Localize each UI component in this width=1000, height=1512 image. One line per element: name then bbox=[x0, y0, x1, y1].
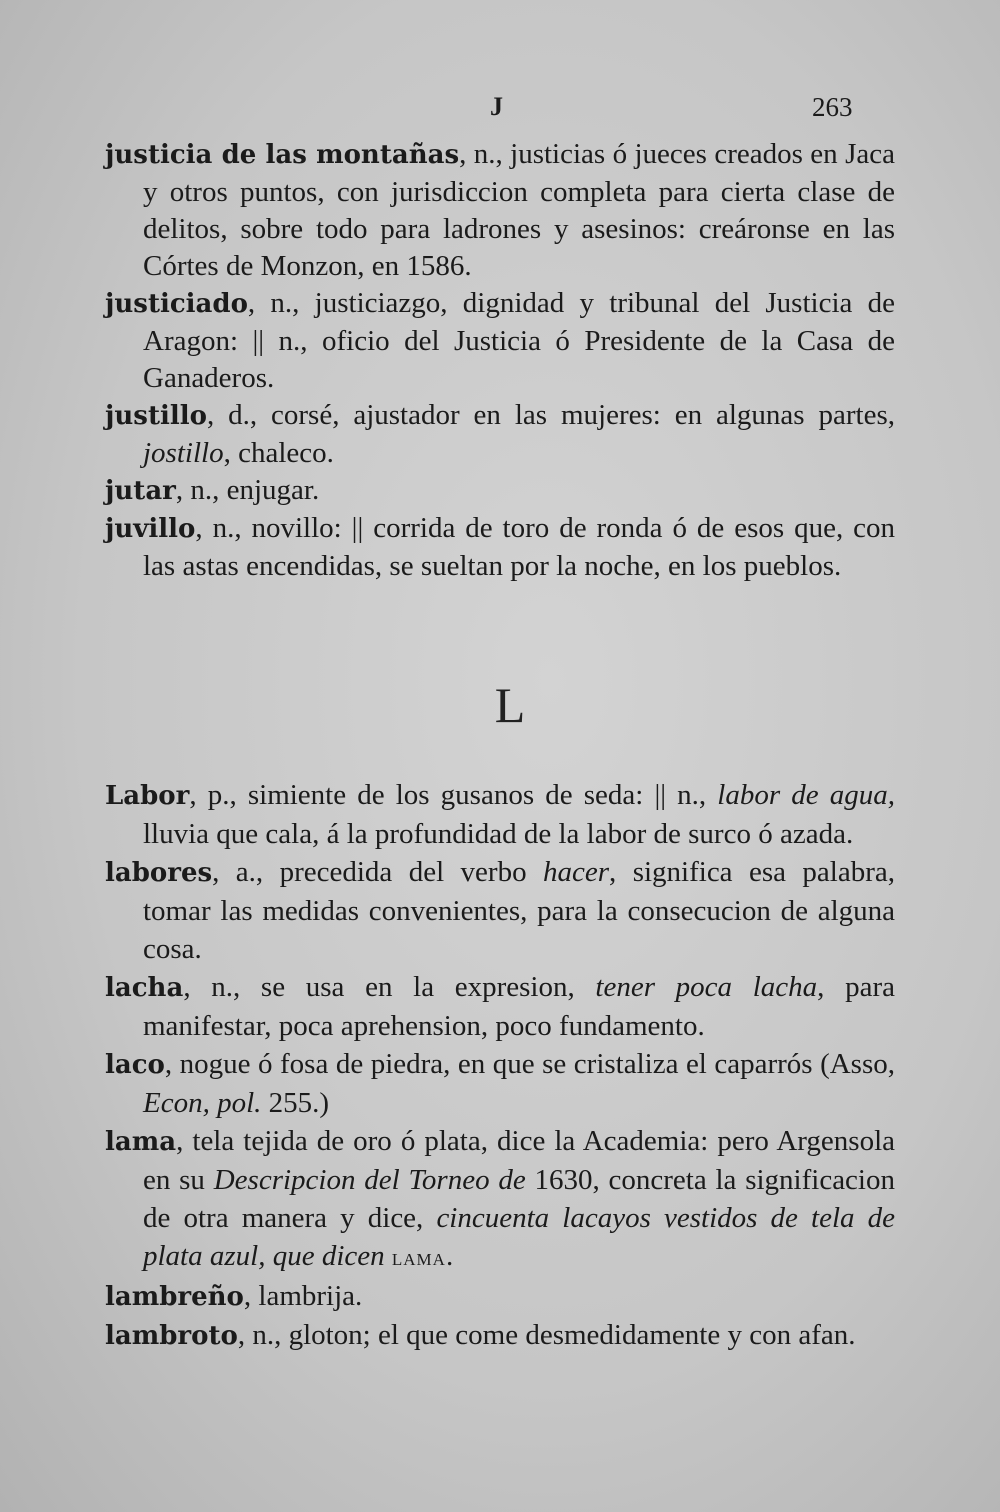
definition: , p., simiente de los gusanos de seda: || n., bbox=[189, 779, 718, 811]
dictionary-entry bbox=[105, 1277, 895, 1316]
definition: lluvia que cala, á la profundidad de la labor de surco ó azada. bbox=[143, 818, 854, 850]
headword: lama bbox=[105, 1127, 177, 1157]
definition: , nogue ó fosa de piedra, en que se cristaliza el caparrós (Asso, bbox=[164, 1048, 895, 1080]
headword: lambreño bbox=[105, 1282, 244, 1312]
running-head bbox=[0, 92, 1000, 132]
dictionary-entry bbox=[105, 1122, 895, 1277]
dictionary-entry bbox=[105, 1316, 895, 1355]
dictionary-entry bbox=[105, 397, 895, 472]
definition: , a., precedida del verbo bbox=[212, 856, 543, 888]
dictionary-entry bbox=[105, 853, 895, 968]
headword: justicia de las montañas bbox=[105, 140, 460, 170]
dictionary-entry bbox=[105, 472, 895, 510]
definition: , n., justiciazgo, dignidad y tribunal del Justicia de Aragon: || n., oficio del Justicia ó Presidente de la Casa de Ganaderos. bbox=[143, 287, 895, 394]
headword: jutar bbox=[105, 476, 176, 506]
definition-small-caps: lama bbox=[391, 1245, 446, 1271]
definition: , n., novillo: || corrida de toro de ronda ó de esos que, con las astas encendidas, se sueltan por la noche, en los pueblos. bbox=[143, 512, 895, 582]
running-head-letter: J bbox=[490, 92, 503, 121]
definition: 255.) bbox=[261, 1087, 330, 1119]
headword: lambroto bbox=[105, 1321, 238, 1351]
headword: laco bbox=[105, 1050, 165, 1080]
definition-italic: Descripcion del Torneo de bbox=[213, 1164, 526, 1196]
dictionary-entry bbox=[105, 968, 895, 1045]
entries-l bbox=[105, 776, 895, 1355]
definition: , n., justicias ó jueces creados en Jaca y otros puntos, con jurisdiccion completa para cierta clase de delitos, sobre todo para ladrones y asesinos: creáronse en las Córtes de Monzon, en 1586. bbox=[143, 138, 895, 282]
definition: , n., gloton; el que come desmedidamente y con afan. bbox=[237, 1319, 856, 1351]
headword: juvillo bbox=[105, 514, 196, 544]
dictionary-entry bbox=[105, 285, 895, 397]
definition: , lambrija. bbox=[243, 1280, 363, 1312]
definition-italic: labor de agua, bbox=[717, 779, 896, 811]
dictionary-entry bbox=[105, 776, 895, 853]
headword: labores bbox=[105, 858, 213, 888]
definition-italic: hacer bbox=[543, 856, 610, 888]
definition: , n., enjugar. bbox=[175, 474, 320, 506]
headword: Labor bbox=[105, 781, 190, 811]
definition: , tela tejida de oro ó plata, dice la Academia: pero Argensola en su bbox=[143, 1125, 895, 1196]
dictionary-entry bbox=[105, 136, 895, 285]
headword: justiciado bbox=[105, 289, 248, 319]
definition-italic: Econ, pol. bbox=[143, 1087, 262, 1119]
definition-italic: tener poca lacha bbox=[595, 971, 818, 1003]
definition-italic: jostillo bbox=[143, 437, 224, 469]
definition: 1630, concreta la significacion de otra manera y dice, bbox=[143, 1164, 895, 1234]
definition: , significa esa palabra, tomar las medidas convenientes, para la consecucion de alguna cosa. bbox=[143, 856, 896, 965]
definition-italic: cincuenta lacayos vestidos de tela de plata azul, que dicen bbox=[143, 1202, 895, 1272]
definition: , d., corsé, ajustador en las mujeres: en algunas partes, bbox=[206, 399, 895, 431]
definition: , para manifestar, poca aprehension, poco fundamento. bbox=[143, 971, 896, 1042]
section-heading-letter: L bbox=[494, 677, 526, 733]
headword: justillo bbox=[105, 401, 207, 431]
page-number: 263 bbox=[812, 92, 853, 122]
dictionary-entry bbox=[105, 510, 895, 585]
headword: lacha bbox=[105, 973, 184, 1003]
entries-j bbox=[105, 136, 895, 585]
dictionary-entry bbox=[105, 1045, 895, 1122]
definition: , chaleco. bbox=[223, 437, 334, 469]
definition: , n., se usa en la expresion, bbox=[183, 971, 596, 1003]
definition: . bbox=[445, 1240, 454, 1272]
